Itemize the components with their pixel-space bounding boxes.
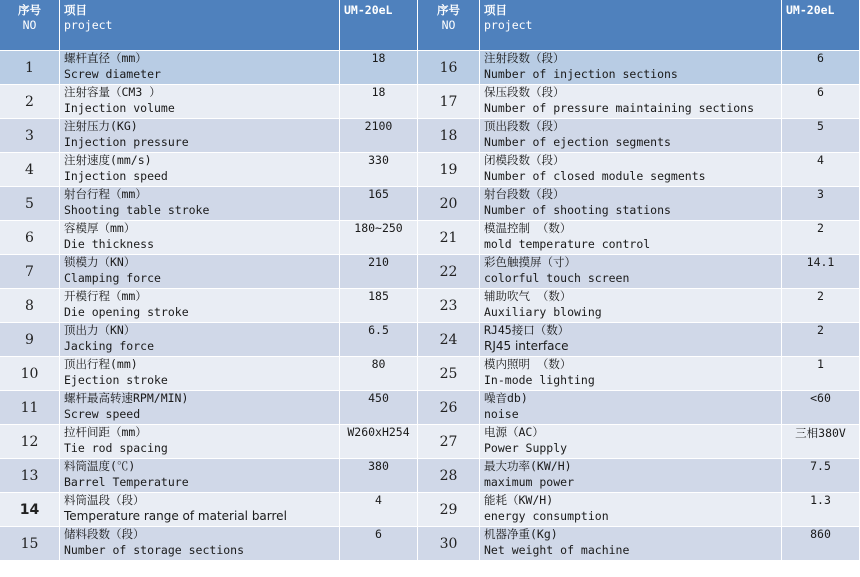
item-name-en: maximum power: [484, 475, 575, 489]
item-name-cn: 模内照明 （数）: [484, 357, 572, 371]
row-number: 25: [418, 357, 480, 391]
item-name-cn: RJ45接口（数）: [484, 323, 570, 337]
item-name-en: Barrel Temperature: [64, 475, 189, 489]
item-name-en: Ejection stroke: [64, 373, 168, 387]
item-cell: [480, 119, 782, 153]
header-model-right: [782, 0, 860, 51]
item-cell: [480, 289, 782, 323]
item-name-cn: 射台行程（mm）: [64, 187, 147, 201]
item-name-en: Injection pressure: [64, 135, 189, 149]
spec-row: [0, 255, 860, 289]
row-number: 2: [0, 85, 60, 119]
item-value: 185: [340, 289, 418, 323]
item-name-cn: 彩色触摸屏（寸）: [484, 255, 576, 269]
item-cell: [480, 357, 782, 391]
item-cell: [60, 323, 340, 357]
row-number: 7: [0, 255, 60, 289]
item-name-en: Net weight of machine: [484, 543, 630, 557]
item-cell: [480, 187, 782, 221]
item-value: 4: [340, 493, 418, 527]
item-value: 450: [340, 391, 418, 425]
header-item-right: [480, 0, 782, 51]
item-value: 18: [340, 51, 418, 85]
row-number: 22: [418, 255, 480, 289]
item-value: 1.3: [782, 493, 860, 527]
item-cell: [60, 425, 340, 459]
spec-row: [0, 459, 860, 493]
row-number: 29: [418, 493, 480, 527]
row-number: 8: [0, 289, 60, 323]
header-model: UM-20eL: [344, 3, 393, 17]
header-item-cn: 项目: [64, 3, 87, 17]
item-name-cn: 最大功率(KW/H): [484, 459, 572, 473]
header-model-left: [340, 0, 418, 51]
row-number: 23: [418, 289, 480, 323]
spec-row: [0, 527, 860, 561]
spec-row: [0, 425, 860, 459]
row-number: 16: [418, 51, 480, 85]
item-value: 860: [782, 527, 860, 561]
item-name-en: mold temperature control: [484, 237, 651, 251]
spec-row: [0, 221, 860, 255]
header-item-left: [60, 0, 340, 51]
row-number: 28: [418, 459, 480, 493]
item-name-cn: 锁模力（KN）: [64, 255, 136, 269]
item-name-en: Number of storage sections: [64, 543, 245, 557]
row-number: 6: [0, 221, 60, 255]
item-name-en: Die thickness: [64, 237, 155, 251]
row-number: 1: [0, 51, 60, 85]
item-name-en: Injection speed: [64, 169, 168, 183]
header-no-en: NO: [441, 18, 456, 32]
item-name-en: Power Supply: [484, 441, 568, 455]
item-value: 5: [782, 119, 860, 153]
item-name-cn: 螺杆最高转速RPM/MIN): [64, 391, 189, 405]
item-name-cn: 顶出段数（段）: [484, 119, 565, 133]
item-cell: [480, 221, 782, 255]
item-value: 7.5: [782, 459, 860, 493]
item-name-en: energy consumption: [484, 509, 609, 523]
item-cell: [480, 391, 782, 425]
item-name-cn: 机器净重(Kg): [484, 527, 558, 541]
item-name-cn: 噪音db): [484, 391, 528, 405]
spec-row: [0, 153, 860, 187]
row-number: 9: [0, 323, 60, 357]
item-cell: [60, 357, 340, 391]
item-name-cn: 保压段数（段）: [484, 85, 565, 99]
item-value: 6: [340, 527, 418, 561]
item-cell: [60, 289, 340, 323]
spec-body: [0, 51, 860, 561]
row-number: 26: [418, 391, 480, 425]
item-value: 380: [340, 459, 418, 493]
item-name-cn: 能耗（KW/H): [484, 493, 554, 507]
header-row: [0, 0, 860, 51]
item-value: 6: [782, 85, 860, 119]
item-cell: [480, 85, 782, 119]
item-name-en: Number of pressure maintaining sections: [484, 101, 755, 115]
item-value: 2: [782, 289, 860, 323]
item-name-en: Shooting table stroke: [64, 203, 210, 217]
item-value: 180~250: [340, 221, 418, 255]
item-value: 三相380V: [782, 425, 860, 459]
header-no-cn: 序号: [437, 3, 460, 17]
spec-row: [0, 357, 860, 391]
item-name-cn: 顶出行程(mm): [64, 357, 138, 371]
item-value: 6.5: [340, 323, 418, 357]
header-model: UM-20eL: [786, 3, 835, 17]
row-number: 3: [0, 119, 60, 153]
item-value: W260xH254: [340, 425, 418, 459]
item-cell: [480, 323, 782, 357]
item-cell: [60, 527, 340, 561]
item-name-cn: 顶出力（KN）: [64, 323, 136, 337]
spec-row: [0, 323, 860, 357]
item-name-cn: 料筒温度(℃): [64, 459, 136, 473]
spec-row: [0, 493, 860, 527]
item-cell: [60, 221, 340, 255]
header-no-cn: 序号: [18, 3, 41, 17]
item-cell: [480, 527, 782, 561]
row-number: 17: [418, 85, 480, 119]
item-value: 14.1: [782, 255, 860, 289]
item-name-cn: 射台段数（段）: [484, 187, 565, 201]
header-item-en: project: [484, 18, 533, 32]
item-name-en: Injection volume: [64, 101, 175, 115]
item-name-cn: 电源（AC）: [484, 425, 544, 439]
item-cell: [60, 187, 340, 221]
row-number: 19: [418, 153, 480, 187]
item-name-cn: 容模厚（mm）: [64, 221, 136, 235]
item-cell: [60, 119, 340, 153]
item-name-en: Number of injection sections: [484, 67, 678, 81]
item-name-en: Jacking force: [64, 339, 155, 353]
item-name-cn: 注射速度(mm/s): [64, 153, 152, 167]
header-item-en: project: [64, 18, 113, 32]
row-number: 27: [418, 425, 480, 459]
item-name-en: Auxiliary blowing: [484, 305, 602, 319]
item-name-en: Clamping force: [64, 271, 161, 285]
item-value: <60: [782, 391, 860, 425]
header-no-en: NO: [22, 18, 37, 32]
header-item-cn: 项目: [484, 3, 507, 17]
item-name-en: RJ45 interface: [484, 339, 569, 353]
item-name-en: Number of shooting stations: [484, 203, 671, 217]
spec-row: [0, 391, 860, 425]
item-name-en: Die opening stroke: [64, 305, 189, 319]
item-value: 6: [782, 51, 860, 85]
row-number: 5: [0, 187, 60, 221]
row-number: 18: [418, 119, 480, 153]
item-name-en: Tie rod spacing: [64, 441, 168, 455]
item-cell: [60, 153, 340, 187]
header-no-left: [0, 0, 60, 51]
item-cell: [60, 391, 340, 425]
row-number: 24: [418, 323, 480, 357]
item-name-en: Number of closed module segments: [484, 169, 706, 183]
item-name-en: colorful touch screen: [484, 271, 630, 285]
item-value: 210: [340, 255, 418, 289]
row-number: 20: [418, 187, 480, 221]
item-value: 18: [340, 85, 418, 119]
row-number: 30: [418, 527, 480, 561]
item-value: 2: [782, 221, 860, 255]
item-value: 4: [782, 153, 860, 187]
spec-row: [0, 51, 860, 85]
spec-row: [0, 289, 860, 323]
item-cell: [480, 255, 782, 289]
header-no-right: [418, 0, 480, 51]
item-name-en: Screw diameter: [64, 67, 161, 81]
item-name-cn: 拉杆间距（mm）: [64, 425, 147, 439]
item-name-cn: 注射容量（CM3 ）: [64, 85, 161, 99]
item-name-cn: 注射段数（段）: [484, 51, 565, 65]
row-number: 21: [418, 221, 480, 255]
row-number: 14: [0, 493, 60, 527]
item-value: 330: [340, 153, 418, 187]
item-value: 2100: [340, 119, 418, 153]
item-name-cn: 闭模段数（段）: [484, 153, 565, 167]
item-cell: [60, 255, 340, 289]
row-number: 15: [0, 527, 60, 561]
item-name-cn: 料筒温段（段）: [64, 493, 145, 507]
item-cell: [480, 425, 782, 459]
item-name-en: In-mode lighting: [484, 373, 595, 387]
row-number: 12: [0, 425, 60, 459]
item-value: 165: [340, 187, 418, 221]
item-value: 2: [782, 323, 860, 357]
item-cell: [480, 153, 782, 187]
spec-row: [0, 187, 860, 221]
item-value: 80: [340, 357, 418, 391]
item-name-cn: 螺杆直径（mm）: [64, 51, 147, 65]
item-name-en: Temperature range of material barrel: [64, 509, 287, 523]
row-number: 4: [0, 153, 60, 187]
item-name-en: noise: [484, 407, 519, 421]
item-name-en: Number of ejection segments: [484, 135, 671, 149]
spec-row: [0, 85, 860, 119]
item-name-cn: 辅助吹气 （数）: [484, 289, 572, 303]
item-cell: [480, 493, 782, 527]
item-cell: [480, 459, 782, 493]
item-cell: [60, 459, 340, 493]
item-name-cn: 注射压力(KG): [64, 119, 138, 133]
item-name-cn: 储料段数（段）: [64, 527, 145, 541]
item-cell: [480, 51, 782, 85]
item-value: 1: [782, 357, 860, 391]
row-number: 10: [0, 357, 60, 391]
item-cell: [60, 51, 340, 85]
item-value: 3: [782, 187, 860, 221]
spec-row: [0, 119, 860, 153]
row-number: 11: [0, 391, 60, 425]
row-number: 13: [0, 459, 60, 493]
item-name-cn: 开模行程（mm）: [64, 289, 147, 303]
item-cell: [60, 493, 340, 527]
item-name-cn: 模温控制 （数）: [484, 221, 572, 235]
item-name-en: Screw speed: [64, 407, 141, 421]
item-cell: [60, 85, 340, 119]
